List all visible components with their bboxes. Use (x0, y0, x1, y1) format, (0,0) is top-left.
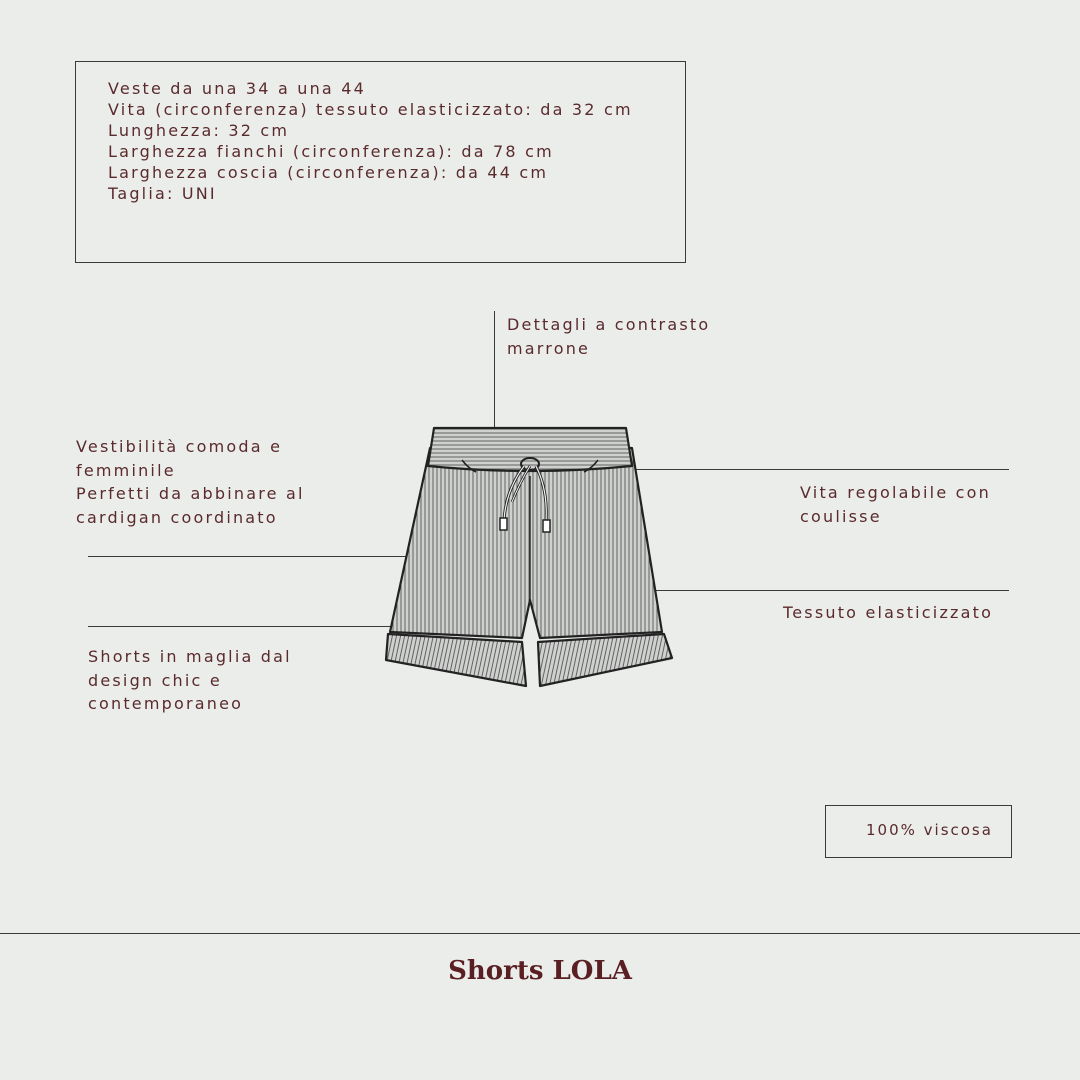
spec-size: Taglia: UNI (108, 184, 217, 203)
spec-range: Veste da una 34 a una 44 (108, 79, 366, 98)
spec-hips: Larghezza fianchi (circonferenza): da 78 cm (108, 142, 554, 161)
shorts-illustration-icon (380, 420, 680, 692)
specs-box (75, 61, 686, 263)
callout-fabric: Tessuto elasticizzato (783, 603, 994, 622)
callout-design: Shorts in maglia dal design chic e contemporaneo (88, 647, 292, 713)
material-box (825, 805, 1012, 858)
material-label: 100% viscosa (866, 821, 993, 839)
callout-waistband: Vita regolabile con coulisse (800, 483, 991, 526)
spec-length: Lunghezza: 32 cm (108, 121, 290, 140)
product-title: Shorts LOLA (448, 956, 632, 986)
callout-fit: Vestibilità comoda e femminile Perfetti da abbinare al cardigan coordinato (76, 437, 305, 527)
callout-contrast: Dettagli a contrasto marrone (507, 315, 711, 358)
spec-waist: Vita (circonferenza) tessuto elasticizzato: da 32 cm (108, 100, 633, 119)
footer-divider (0, 933, 1080, 934)
spec-thigh: Larghezza coscia (circonferenza): da 44 cm (108, 163, 549, 182)
